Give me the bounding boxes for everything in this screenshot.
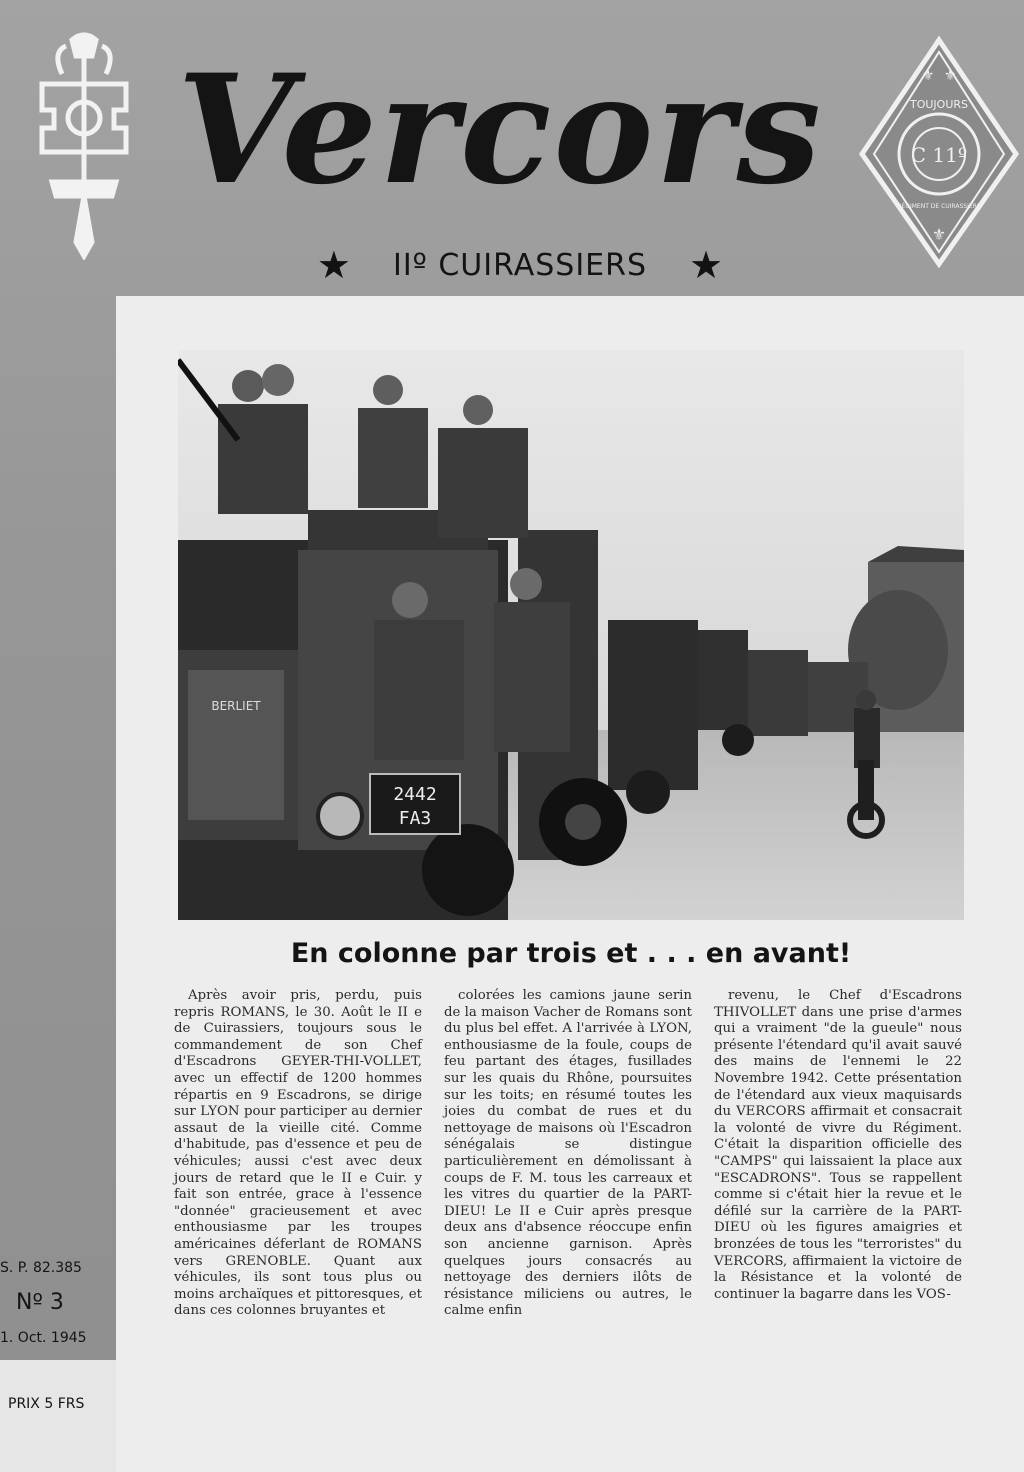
masthead-subtitle: IIº CUIRASSIERS xyxy=(392,247,648,283)
masthead-subtitle-row xyxy=(280,240,760,290)
issue-price: PRIX 5 FRS xyxy=(8,1396,85,1412)
article-column-1: Après avoir pris, perdu, puis repris ROMANS, le 30. Août le II e de Cuirassiers, toujours sous le commandement de son Chef d'Escadrons GEYER-THI-VOLLET, avec un effectif de 1200 hommes répartis en 9 Escadrons, se dirige sur LYON pour participer au dernier assaut de la vieille cité. Comme d'habitude, pas d'essence et peu de véhicules; aussi c'est avec deux jours de retard que le II e Cuir. y fait son entrée, grace à l'essence "donnée" gracieusement et avec enthousiasme par les troupes américaines déferlant de ROMANS vers GRENOBLE. Quant aux véhicules, ils sont tous plus ou moins archaïques et pittoresques, et dans ces colonnes bruyantes et xyxy=(174,988,422,1319)
star-icon: ★ xyxy=(689,243,724,287)
badge-number: C 11º xyxy=(910,143,968,167)
issue-number: Nº 3 xyxy=(16,1290,64,1315)
badge-motto: TOUJOURS xyxy=(909,98,969,111)
svg-text:⚜: ⚜ xyxy=(921,68,935,84)
postal-sector: S. P. 82.385 xyxy=(0,1260,82,1276)
plate-line-1: 2442 xyxy=(393,784,437,805)
article-column-2: colorées les camions jaune serin de la maison Vacher de Romans sont du plus bel effet. A l'arrivée à LYON, enthousiasme de la foule, coups de feu partant des étages, fusillades sur les quais du Rhône, poursuites sur les toits; en résumé toutes les joies du combat de rues et du nettoyage de maisons où l'Escadron sénégalais se distingue particulièrement en démolissant à coups de F. M. tous les carreaux et les vitres du quartier de la PART-DIEU! Le II e Cuir après presque deux ans d'absence réoccupe enfin son ancienne garnison. Après quelques jours consacrés au nettoyage des derniers ilôts de résistance miliciens ou autres, le calme enfin xyxy=(444,988,692,1319)
svg-text:⚜: ⚜ xyxy=(943,68,957,84)
masthead-title: Vercors xyxy=(177,42,823,218)
svg-text:⚜: ⚜ xyxy=(931,225,947,244)
convoy-photograph xyxy=(178,350,964,920)
cross-sword-emblem-icon xyxy=(22,32,146,260)
regiment-badge-icon xyxy=(858,36,1020,268)
plate-line-2: FA3 xyxy=(398,808,432,829)
badge-ring-text: RÉGIMENT DE CUIRASSIERS xyxy=(897,203,981,210)
issue-date: 1. Oct. 1945 xyxy=(0,1330,87,1346)
article-column-3: revenu, le Chef d'Escadrons THIVOLLET dans une prise d'armes qui a vraiment "de la gueule" nous présente l'étendard qu'il avait sauvé des mains de l'ennemi le 22 Novembre 1942. Cette présentation de l'étendard aux vieux maquisards du VERCORS affirmait et consacrait la volonté de vivre du Régiment. C'était la disparition officielle des "CAMPS" qui laissaient la place aux "ESCADRONS". Tous se rappellent comme si c'était hier la revue et le défilé sur la carrière de la PART-DIEU où les figures amaigries et bronzées de tous les "terroristes" du VERCORS, affirmaient la victoire de la Résistance et la volonté de continuer la bagarre dans les VOS- xyxy=(714,988,962,1302)
truck-badge: BERLIET xyxy=(211,699,261,713)
star-icon: ★ xyxy=(316,243,351,287)
article-headline: En colonne par trois et . . . en avant! xyxy=(290,938,852,969)
